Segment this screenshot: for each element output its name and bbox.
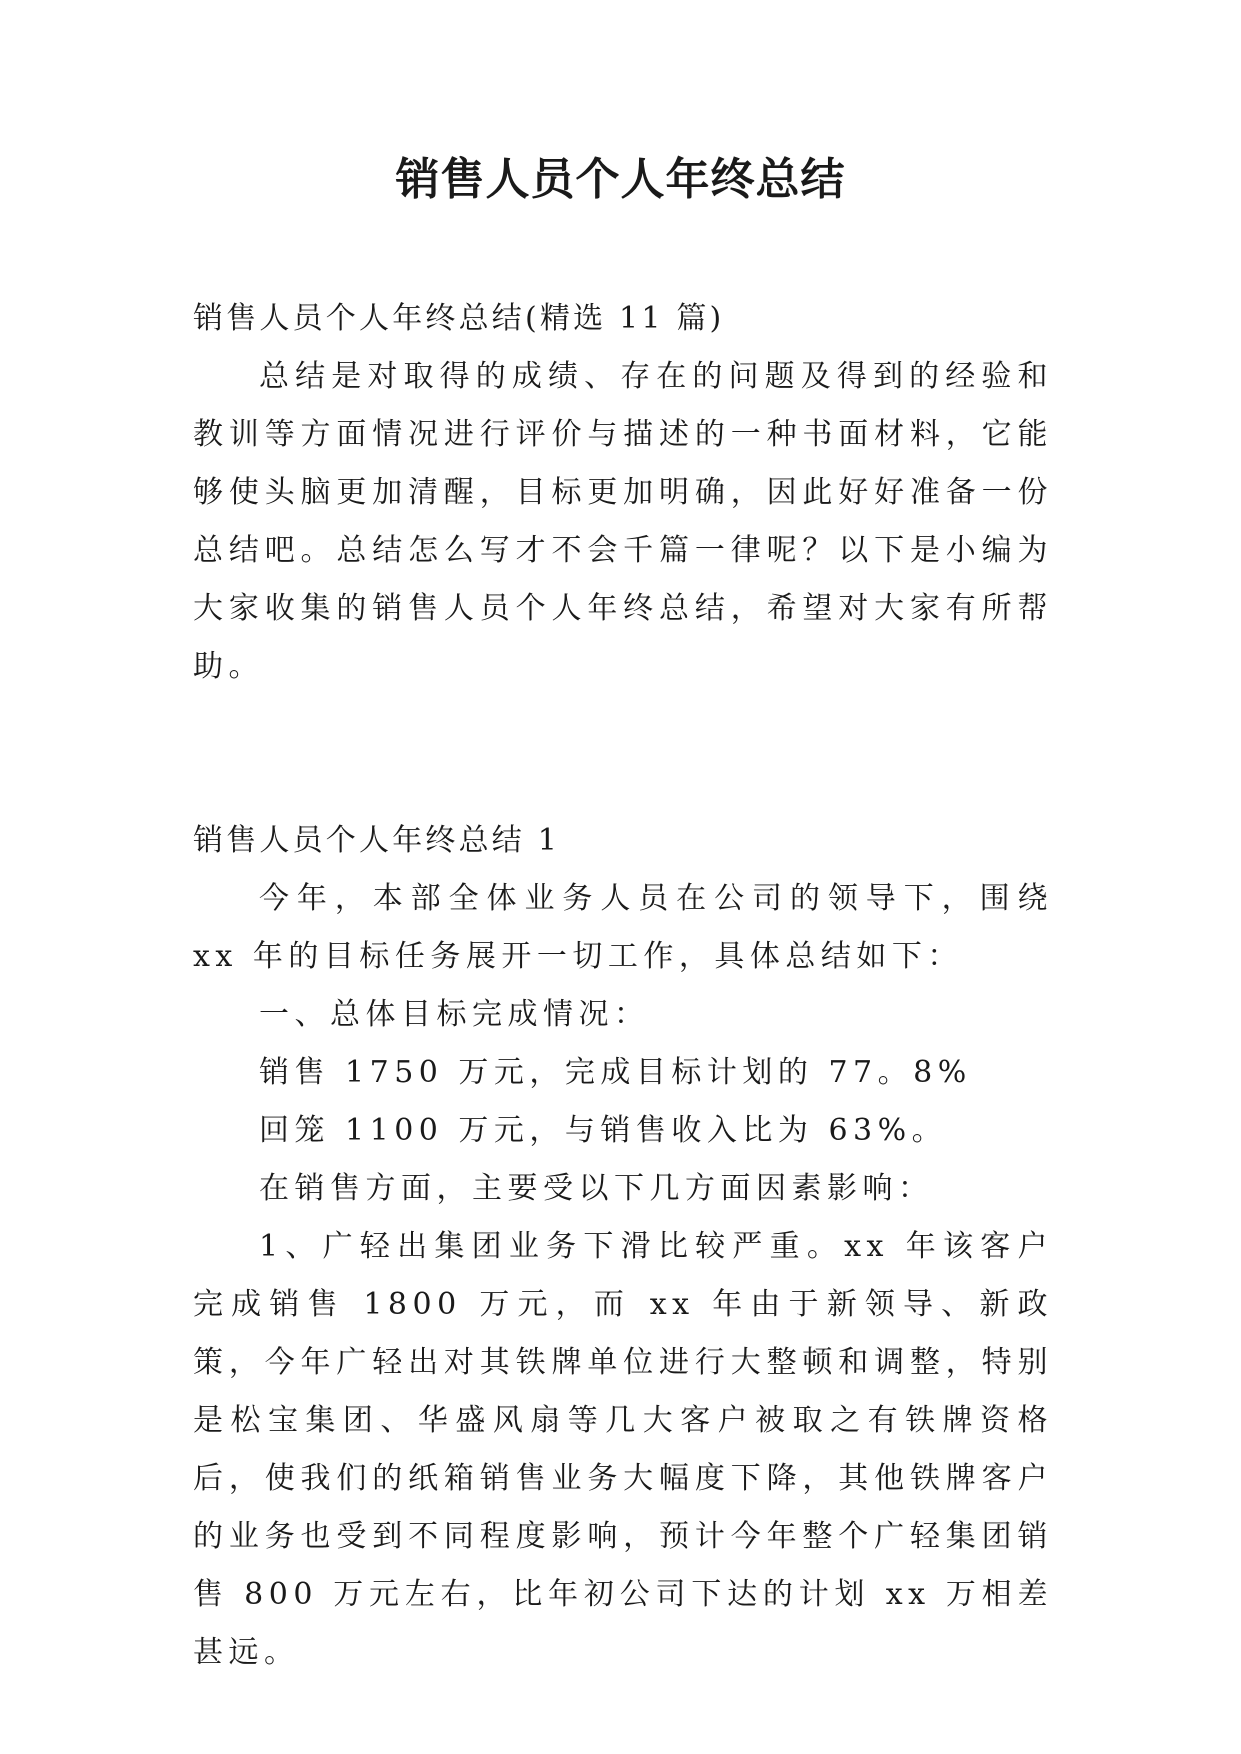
section1-paragraph-6: 1、广轻出集团业务下滑比较严重。xx 年该客户完成销售 1800 万元，而 xx 年由于新领导、新政策，今年广轻出对其铁牌单位进行大整顿和调整，特别是松宝集团、华盛风扇等几大客户被取之有铁牌资格后，使我们的纸箱销售业务大幅度下降，其他铁牌客户的业务也受到不同程度影响，预计今年整个广轻集团销售 800 万元左右，比年初公司下达的计划 xx 万相差甚远。 — [193, 1229, 1053, 1670]
intro-paragraph: 总结是对取得的成绩、存在的问题及得到的经验和教训等方面情况进行评价与描述的一种书面材料，它能够使头脑更加清醒，目标更加明确，因此好好准备一份总结吧。总结怎么写才不会千篇一律呢？以下是小编为大家收集的销售人员个人年终总结，希望对大家有所帮助。 — [193, 359, 1053, 684]
document-body — [193, 290, 1053, 1682]
section-spacer — [193, 696, 1053, 812]
section1-paragraph-5: 在销售方面，主要受以下几方面因素影响： — [259, 1171, 934, 1206]
section1-paragraph-1: 今年，本部全体业务人员在公司的领导下，围绕 xx 年的目标任务展开一切工作，具体总结如下： — [193, 881, 1053, 974]
section1-paragraph-4: 回笼 1100 万元，与销售收入比为 63%。 — [259, 1113, 948, 1148]
intro-heading: 销售人员个人年终总结(精选 11 篇) — [193, 301, 725, 336]
document-title: 销售人员个人年终总结 — [395, 154, 846, 205]
section1-heading: 销售人员个人年终总结 1 — [193, 823, 561, 858]
section1-paragraph-2: 一、总体目标完成情况： — [259, 997, 650, 1032]
section1-paragraph-3: 销售 1750 万元，完成目标计划的 77。8% — [259, 1055, 972, 1090]
